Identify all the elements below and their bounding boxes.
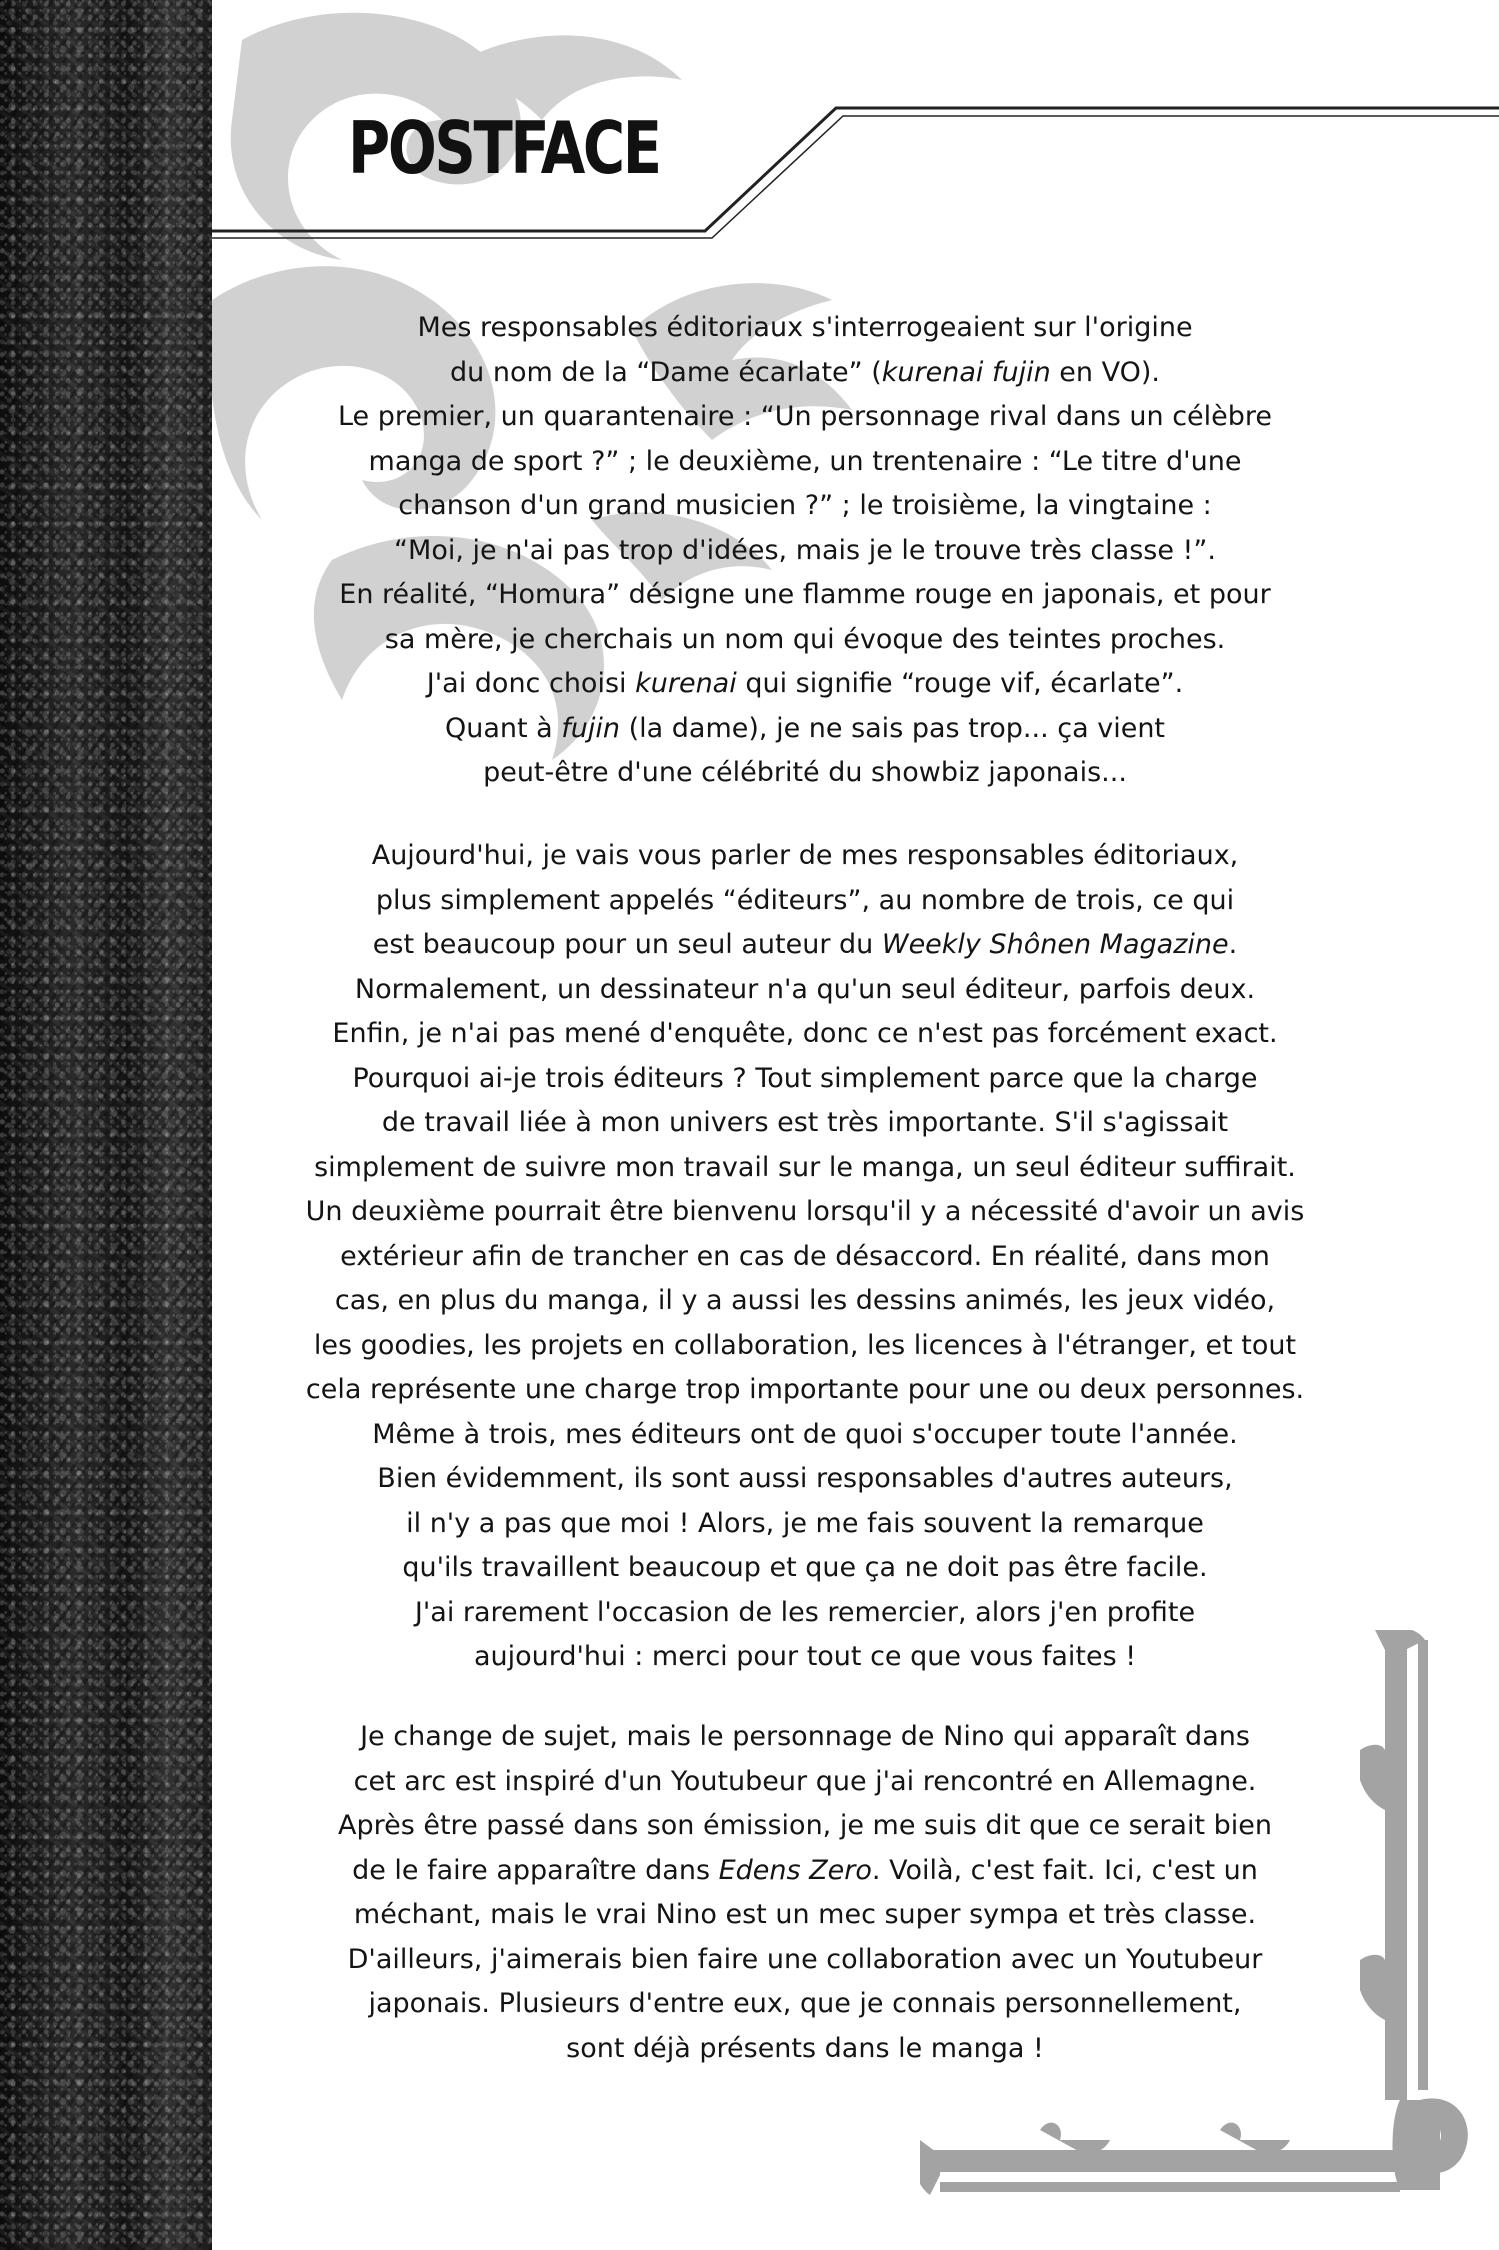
text-line: aujourd'hui : merci pour tout ce que vous faites ! [473,1641,1137,1672]
text-line: il n'y a pas que moi ! Alors, je me fais souvent la remarque [406,1507,1204,1539]
text-line: Aujourd'hui, je vais vous parler de mes responsables éditoriaux, [371,840,1239,871]
text-line: les goodies, les projets en collaboration, les licences à l'étranger, et tout [313,1329,1297,1361]
text-line: sa mère, je cherchais un nom qui évoque des teintes proches. [384,623,1226,655]
text-line: qu'ils travaillent beaucoup et que ça ne doit pas être facile. [402,1552,1208,1583]
text-line: est beaucoup pour un seul auteur du Weekly Shônen Magazine. [372,929,1238,960]
text-line: Le premier, un quarantenaire : “Un personnage rival dans un célèbre [337,401,1273,432]
text-line: J'ai rarement l'occasion de les remercier, alors j'en profite [414,1596,1196,1628]
text-line: Même à trois, mes éditeurs ont de quoi s'occuper toute l'année. [372,1418,1238,1450]
text-line: cas, en plus du manga, il y a aussi les dessins animés, les jeux vidéo, [334,1285,1276,1316]
decorative-left-border [0,0,212,2250]
text-line: Normalement, un dessinateur n'a qu'un seul éditeur, parfois deux. [354,973,1256,1005]
text-line: peut-être d'une célébrité du showbiz japonais... [483,757,1127,788]
text-line: extérieur afin de trancher en cas de désaccord. En réalité, dans mon [340,1240,1270,1272]
text-line: de travail liée à mon univers est très importante. S'il s'agissait [381,1107,1229,1138]
italic-term: kurenai fujin [881,356,1051,388]
text-line: de le faire apparaître dans Edens Zero. Voilà, c'est fait. Ici, c'est un [352,1854,1258,1886]
text-line: plus simplement appelés “éditeurs”, au nombre de trois, ce qui [375,884,1235,916]
text-line: Mes responsables éditoriaux s'interrogeaient sur l'origine [417,312,1193,343]
text-line: Enfin, je n'ai pas mené d'enquête, donc ce n'est pas forcément exact. [332,1018,1278,1049]
text-line: cela représente une charge trop importante pour une ou deux personnes. [305,1374,1305,1405]
text-line: japonais. Plusieurs d'entre eux, que je connais personnellement, [368,1988,1242,2019]
text-line: Après être passé dans son émission, je me suis dit que ce serait bien [337,1810,1273,1841]
text-line: sont déjà présents dans le manga ! [566,2032,1044,2064]
text-line: En réalité, “Homura” désigne une flamme rouge en japonais, et pour [339,579,1271,610]
text-line: “Moi, je n'ai pas trop d'idées, mais je le trouve très classe !”. [394,534,1216,566]
paragraph-2 [240,834,1370,1680]
italic-term: kurenai [635,668,737,699]
text-line: J'ai donc choisi kurenai qui signifie “rouge vif, écarlate”. [426,668,1184,699]
text-line: Bien évidemment, ils sont aussi responsables d'autres auteurs, [377,1463,1233,1494]
text-line: cet arc est inspiré d'un Youtubeur que j'ai rencontré en Allemagne. [353,1765,1257,1797]
paragraph-1 [240,306,1370,796]
text-line: Je change de sujet, mais le personnage de Nino qui apparaît dans [360,1721,1250,1752]
italic-term: Edens Zero [718,1854,872,1886]
text-line: simplement de suivre mon travail sur le manga, un seul éditeur suffirait. [314,1151,1296,1183]
italic-term: Weekly Shônen Magazine [881,929,1229,960]
text-line: manga de sport ?” ; le deuxième, un trentenaire : “Le titre d'une [368,445,1242,477]
page-title: POSTFACE [348,106,660,190]
italic-term: fujin [561,712,621,744]
text-line: chanson d'un grand musicien ?” ; le troisième, la vingtaine : [398,490,1212,521]
text-line: Pourquoi ai-je trois éditeurs ? Tout simplement parce que la charge [352,1062,1258,1094]
text-line: Un deuxième pourrait être bienvenu lorsqu'il y a nécessité d'avoir un avis [305,1196,1305,1227]
text-line: méchant, mais le vrai Nino est un mec super sympa et très classe. [353,1899,1257,1930]
text-line: Quant à fujin (la dame), je ne sais pas trop... ça vient [444,712,1166,744]
decorative-corner-ornament [920,1630,1480,2230]
text-line: du nom de la “Dame écarlate” (kurenai fujin en VO). [450,356,1160,388]
text-line: D'ailleurs, j'aimerais bien faire une collaboration avec un Youtubeur [347,1943,1263,1975]
